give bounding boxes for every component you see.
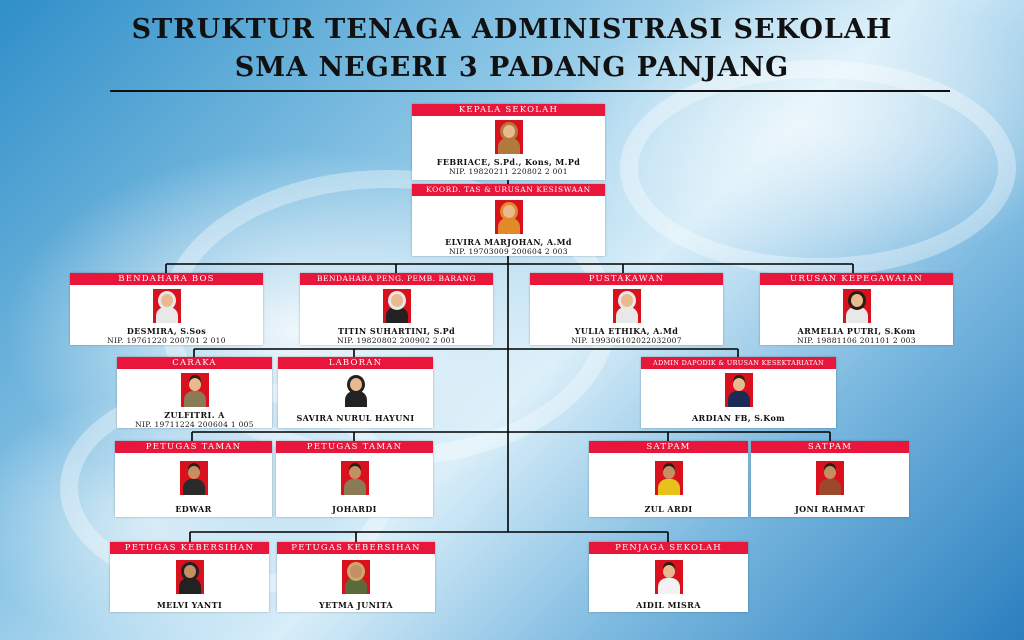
person-nip: NIP. 19711224 200604 1 005 xyxy=(135,420,254,429)
person-photo xyxy=(816,461,844,495)
person-nip: NIP. 19820211 220802 2 001 xyxy=(449,167,568,176)
person-photo xyxy=(176,560,204,594)
role-label: BENDAHARA BOS xyxy=(70,273,263,285)
org-box-petugas-kebersihan-2 xyxy=(277,542,435,612)
person-name: ELVIRA MARJOHAN, A.Md xyxy=(445,237,572,247)
person-name: DESMIRA, S.Sos xyxy=(126,326,207,336)
role-label: PUSTAKAWAN xyxy=(530,273,723,285)
person-photo xyxy=(181,373,209,407)
role-label: KEPALA SEKOLAH xyxy=(412,104,605,116)
org-box-petugas-kebersihan-1 xyxy=(110,542,269,612)
org-box-penjaga-sekolah xyxy=(589,542,748,612)
page-title: STRUKTUR TENAGA ADMINISTRASI SEKOLAH xyxy=(131,14,893,45)
org-box-bendahara-pengurus-barang xyxy=(300,273,493,345)
org-box-satpam-2 xyxy=(751,441,909,517)
person-photo xyxy=(655,461,683,495)
role-label: URUSAN KEPEGAWAIAN xyxy=(760,273,953,285)
person-photo xyxy=(495,200,523,234)
person-nip: NIP. 19881106 201101 2 003 xyxy=(797,336,916,345)
org-box-petugas-taman-2 xyxy=(276,441,433,517)
person-name: TITIN SUHARTINI, S.Pd xyxy=(337,326,456,336)
person-nip: NIP. 19703009 200604 2 003 xyxy=(449,247,568,256)
org-box-admin-dapodik xyxy=(641,357,836,428)
person-photo xyxy=(725,373,753,407)
org-box-koordinator-tas xyxy=(412,184,605,256)
person-name: JOHARDI xyxy=(332,504,377,514)
person-name: ZUL ARDI xyxy=(644,504,693,514)
person-name: JONI RAHMAT xyxy=(795,504,865,514)
page-subtitle: SMA NEGERI 3 PADANG PANJANG xyxy=(234,52,790,83)
role-label: LABORAN xyxy=(278,357,433,369)
person-name: FEBRIACE, S.Pd., Kons, M.Pd xyxy=(436,157,581,167)
person-name: YULIA ETHIKA, A.Md xyxy=(574,326,679,336)
role-label: PETUGAS TAMAN xyxy=(115,441,272,453)
role-label: PETUGAS TAMAN xyxy=(276,441,433,453)
org-box-pustakawan xyxy=(530,273,723,345)
role-label: CARAKA xyxy=(117,357,272,369)
person-nip: NIP. 199306102022032007 xyxy=(571,336,682,345)
person-name: MELVI YANTI xyxy=(156,600,223,610)
person-photo xyxy=(655,560,683,594)
person-nip: NIP. 19761220 200701 2 010 xyxy=(107,336,226,345)
person-photo xyxy=(342,560,370,594)
org-box-laboran xyxy=(278,357,433,428)
person-name: EDWAR xyxy=(175,504,212,514)
person-photo xyxy=(495,120,523,154)
org-box-urusan-kepegawaian xyxy=(760,273,953,345)
person-photo xyxy=(843,289,871,323)
role-label: KOORD. TAS & URUSAN KESISWAAN xyxy=(412,184,605,196)
org-box-bendahara-bos xyxy=(70,273,263,345)
person-name: ARDIAN FB, S.Kom xyxy=(691,413,786,423)
person-name: SAVIRA NURUL HAYUNI xyxy=(296,413,415,423)
person-photo xyxy=(341,461,369,495)
role-label: PENJAGA SEKOLAH xyxy=(589,542,748,554)
person-name: AIDIL MISRA xyxy=(636,600,701,610)
org-box-petugas-taman-1 xyxy=(115,441,272,517)
person-name: ZULFITRI. A xyxy=(164,410,225,420)
person-photo xyxy=(613,289,641,323)
person-name: ARMELIA PUTRI, S.Kom xyxy=(797,326,916,336)
person-photo xyxy=(342,373,370,407)
person-photo xyxy=(180,461,208,495)
person-photo xyxy=(383,289,411,323)
org-box-caraka xyxy=(117,357,272,428)
role-label: PETUGAS KEBERSIHAN xyxy=(110,542,269,554)
role-label: BENDAHARA PENG. PEMB. BARANG xyxy=(300,273,493,285)
person-name: YETMA JUNITA xyxy=(319,600,393,610)
role-label: PETUGAS KEBERSIHAN xyxy=(277,542,435,554)
role-label: ADMIN DAPODIK & URUSAN KESEKTARIATAN xyxy=(641,357,836,369)
person-photo xyxy=(153,289,181,323)
org-box-satpam-1 xyxy=(589,441,748,517)
org-box-kepala-sekolah xyxy=(412,104,605,180)
role-label: SATPAM xyxy=(589,441,748,453)
role-label: SATPAM xyxy=(751,441,909,453)
person-nip: NIP. 19820802 200902 2 001 xyxy=(337,336,456,345)
